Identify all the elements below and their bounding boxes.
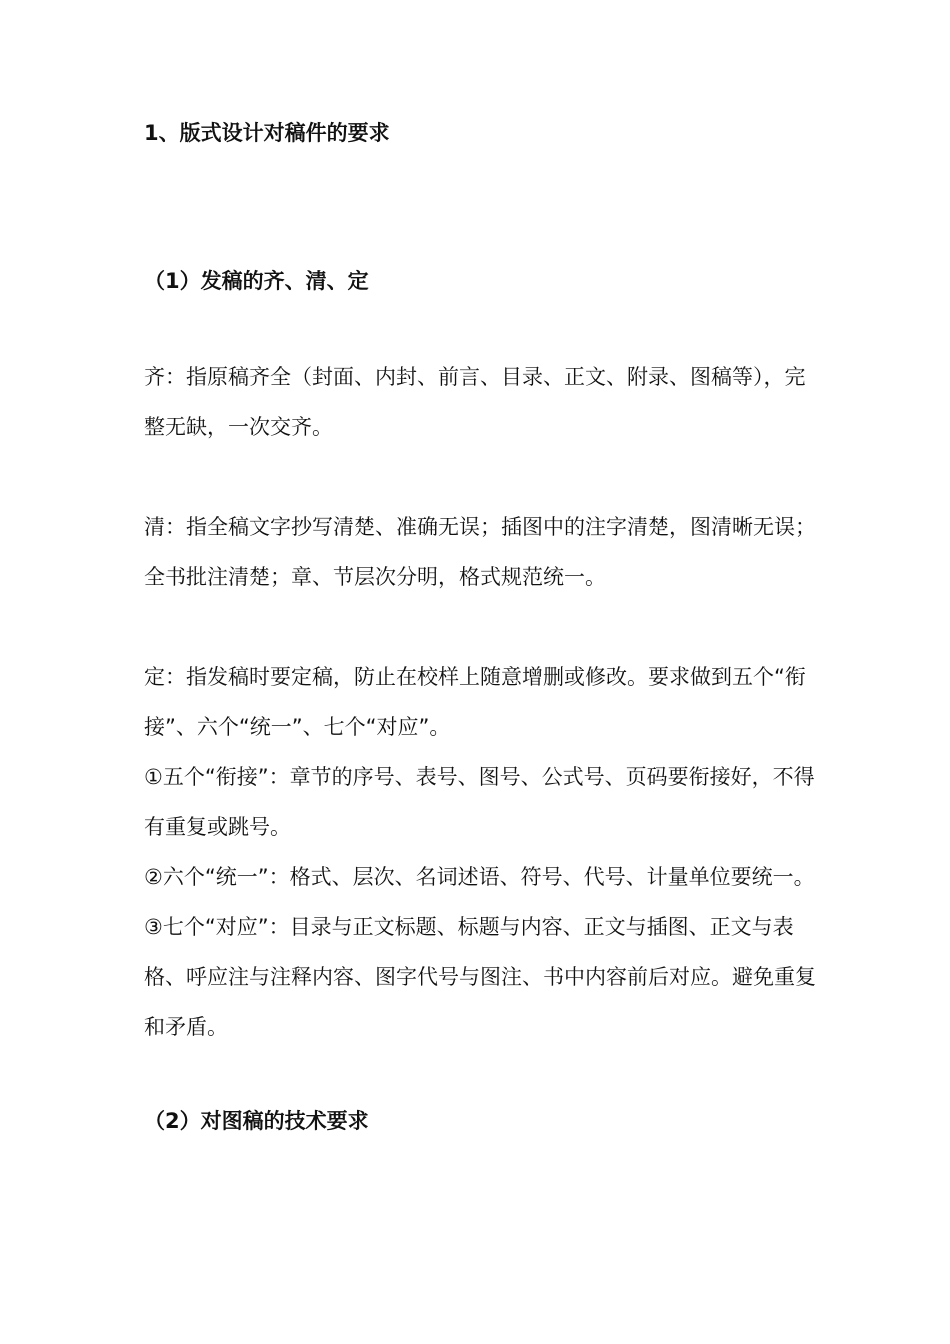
section-title: 1、版式设计对稿件的要求 <box>144 121 390 145</box>
spacer <box>144 1052 824 1100</box>
spacer <box>144 302 824 352</box>
subsection-title-2: （2）对图稿的技术要求 <box>144 1109 369 1133</box>
list-item-xianjie: ①五个“衔接”：章节的序号、表号、图号、公式号、页码要衔接好，不得有重复或跳号。 <box>144 765 815 839</box>
spacer <box>144 602 824 652</box>
spacer <box>144 452 824 502</box>
list-item-tongyi: ②六个“统一”：格式、层次、名词述语、符号、代号、计量单位要统一。 <box>144 865 815 889</box>
paragraph-qi: 齐：指原稿齐全（封面、内封、前言、目录、正文、附录、图稿等），完整无缺，一次交齐。 <box>144 365 806 439</box>
list-item-duiying: ③七个“对应”：目录与正文标题、标题与内容、正文与插图、正文与表格、呼应注与注释内容、图字代号与图注、书中内容前后对应。避免重复和矛盾。 <box>144 915 816 1039</box>
paragraph-qing: 清：指全稿文字抄写清楚、准确无误；插图中的注字清楚，图清晰无误；全书批注清楚；章、节层次分明，格式规范统一。 <box>144 515 816 589</box>
paragraph-ding: 定：指发稿时要定稿，防止在校样上随意增删或修改。要求做到五个“衔接”、六个“统一”、七个“对应”。 <box>144 665 806 739</box>
spacer <box>144 154 824 260</box>
document-body <box>144 112 824 1142</box>
subsection-title-1: （1）发稿的齐、清、定 <box>144 269 369 293</box>
